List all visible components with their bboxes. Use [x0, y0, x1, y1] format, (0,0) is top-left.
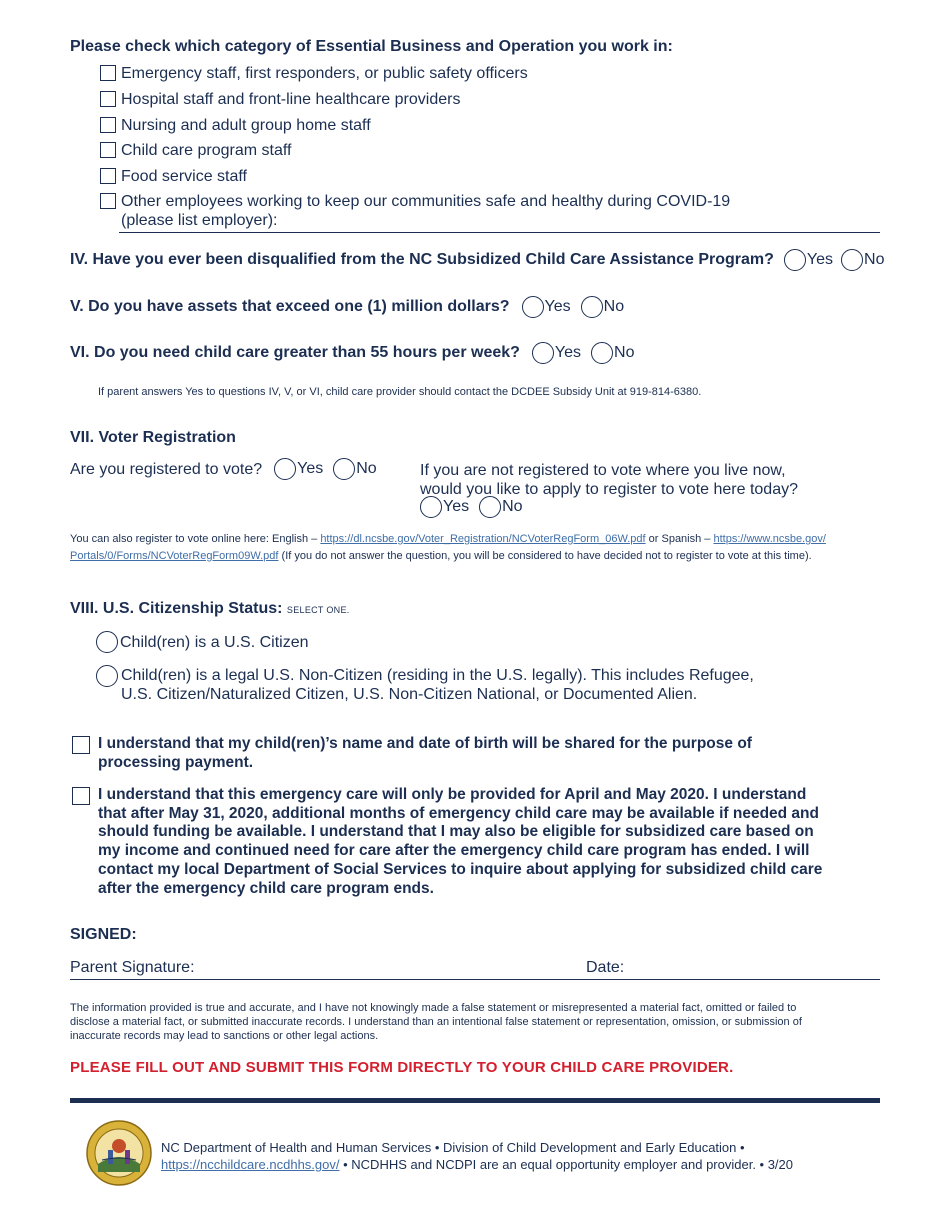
ack-emergency-care-checkbox[interactable]: [72, 787, 90, 805]
no-label: No: [502, 498, 523, 515]
yes-label: Yes: [544, 298, 571, 315]
option-label: Hospital staff and front-line healthcare providers: [121, 91, 461, 108]
ack2-line: should funding be available. I understand that I may also be eligible for subsidized care based on: [98, 823, 814, 841]
ack-name-dob-checkbox[interactable]: [72, 736, 90, 754]
subsidy-note: If parent answers Yes to questions IV, V, or VI, child care provider should contact the DCDEE Subsidy Unit at 919-814-6380.: [98, 386, 702, 398]
spanish-prefix: or Spanish –: [645, 533, 714, 545]
checkbox-hospital-staff[interactable]: [100, 91, 116, 107]
radio-circle[interactable]: [420, 496, 442, 518]
noncitizen-line1: Child(ren) is a legal U.S. Non-Citizen (residing in the U.S. legally). This includes Refugee,: [121, 667, 754, 684]
ack2-line: that after May 31, 2020, additional months of emergency child care may be available if needed and: [98, 804, 819, 822]
footer-line2-rest: • NCDHHS and NCDPI are an equal opportunity employer and provider. • 3/20: [339, 1157, 794, 1172]
radio-circle[interactable]: [591, 342, 613, 364]
attestation: [70, 1001, 885, 1044]
submit-notice: PLEASE FILL OUT AND SUBMIT THIS FORM DIRECTLY TO YOUR CHILD CARE PROVIDER.: [70, 1059, 734, 1076]
date-label: Date:: [586, 959, 625, 976]
option-label: Emergency staff, first responders, or public safety officers: [121, 65, 528, 82]
parent-signature-label: Parent Signature:: [70, 959, 195, 976]
online-suffix: (If you do not answer the question, you will be considered to have decided not to register to vote at this time).: [278, 550, 812, 562]
online-prefix: You can also register to vote online here: English –: [70, 533, 321, 545]
essential-heading: Please check which category of Essential Business and Operation you work in:: [70, 38, 673, 55]
q4-yes-option[interactable]: [784, 249, 833, 271]
apply-yes-option[interactable]: [420, 496, 469, 518]
attestation-line: The information provided is true and accurate, and I have not knowingly made a false statement or misrepresented a material fact, omitted or failed to: [70, 1002, 797, 1014]
footer-line1: NC Department of Health and Human Services • Division of Child Development and Early Education •: [161, 1140, 745, 1155]
signature-line[interactable]: [70, 979, 880, 980]
checkbox-emergency-staff[interactable]: [100, 65, 116, 81]
radio-circle[interactable]: [96, 631, 118, 653]
question-v-title: V. Do you have assets that exceed one (1) million dollars?: [70, 298, 510, 315]
ack-name-dob-text: [98, 735, 752, 772]
yes-label: Yes: [297, 460, 324, 477]
voter-no-option[interactable]: [333, 458, 376, 480]
ack-emergency-care-text: [98, 786, 822, 898]
no-label: No: [614, 344, 635, 361]
q6-no-option[interactable]: [591, 342, 634, 364]
citizenship-heading: [70, 600, 350, 618]
question-iv: [70, 249, 884, 271]
voter-apply-options: [420, 496, 523, 518]
radio-circle[interactable]: [96, 665, 118, 687]
option-label: Nursing and adult group home staff: [121, 117, 371, 134]
option-sub-label: (please list employer):: [121, 212, 278, 229]
attestation-line: disclose a material fact, or submitted inaccurate records. I understand than an intentional false statement or representation, omission, or submission of: [70, 1016, 802, 1029]
no-label: No: [864, 251, 885, 268]
radio-circle[interactable]: [274, 458, 296, 480]
radio-circle[interactable]: [333, 458, 355, 480]
no-label: No: [603, 298, 625, 315]
ack1-line: I understand that my child(ren)’s name and date of birth will be shared for the purpose of: [98, 735, 752, 752]
radio-circle[interactable]: [581, 296, 603, 318]
radio-circle[interactable]: [532, 342, 554, 364]
question-v: [70, 296, 624, 318]
radio-circle[interactable]: [784, 249, 806, 271]
yes-label: Yes: [443, 498, 470, 515]
radio-circle[interactable]: [522, 296, 544, 318]
voter-registered-question: [70, 458, 377, 480]
checkbox-other-employees[interactable]: [100, 193, 116, 209]
option-label: Other employees working to keep our communities safe and healthy during COVID-19: [121, 193, 731, 210]
footer-divider: [70, 1098, 880, 1103]
apply-no-option[interactable]: [479, 496, 522, 518]
q6-yes-option[interactable]: [532, 342, 581, 364]
question-iv-title: IV. Have you ever been disqualified from the NC Subsidized Child Care Assistance Program?: [70, 251, 774, 268]
ack2-line: after the emergency child care program ends.: [98, 879, 434, 897]
checkbox-nursing-staff[interactable]: [100, 117, 116, 133]
radio-circle[interactable]: [841, 249, 863, 271]
yes-label: Yes: [554, 344, 582, 361]
voter-question-text: Are you registered to vote?: [70, 460, 263, 478]
ncchildcare-link[interactable]: https://ncchildcare.ncdhhs.gov/: [161, 1157, 340, 1172]
no-label: No: [356, 460, 377, 477]
option-label: Food service staff: [121, 168, 247, 185]
q5-yes-option[interactable]: [522, 296, 571, 318]
signed-title: SIGNED:: [70, 926, 137, 943]
footer-text: [161, 1139, 793, 1173]
ack1-line: processing payment.: [98, 753, 254, 771]
attestation-line: inaccurate records may lead to sanctions or other legal actions.: [70, 1030, 379, 1043]
voter-apply-line1: If you are not registered to vote where you live now,: [420, 462, 786, 479]
checkbox-child-care-staff[interactable]: [100, 142, 116, 158]
spanish-form-link-b[interactable]: Portals/0/Forms/NCVoterRegForm09W.pdf: [70, 550, 279, 562]
question-vi-title: VI. Do you need child care greater than 55 hours per week?: [70, 344, 520, 361]
ack2-line: I understand that this emergency care will only be provided for April and May 2020. I understand: [98, 786, 807, 803]
ack2-line: my income and continued need for care after the emergency child care program has ended. I will: [98, 842, 810, 860]
voter-online-note: [70, 531, 885, 565]
citizenship-option-citizen[interactable]: [96, 631, 309, 653]
english-form-link[interactable]: https://dl.ncsbe.gov/Voter_Registration/NCVoterRegForm_06W.pdf: [320, 533, 646, 545]
yes-label: Yes: [806, 251, 834, 268]
nc-state-seal-icon: [86, 1120, 152, 1186]
q4-no-option[interactable]: [841, 249, 884, 271]
citizenship-hint: SELECT ONE.: [286, 605, 350, 615]
question-vi: [70, 342, 634, 364]
noncitizen-line2: U.S. Citizen/Naturalized Citizen, U.S. Non-Citizen National, or Documented Alien.: [121, 686, 698, 703]
voter-yes-option[interactable]: [274, 458, 323, 480]
employer-input-line[interactable]: [119, 232, 880, 233]
q5-no-option[interactable]: [581, 296, 624, 318]
footer-line2: [161, 1156, 793, 1173]
spanish-form-link-a[interactable]: https://www.ncsbe.gov/: [713, 533, 826, 545]
voter-apply-line2: would you like to apply to register to vote here today?: [420, 481, 798, 498]
voter-registration-title: VII. Voter Registration: [70, 429, 236, 446]
option-label: Child care program staff: [121, 142, 292, 159]
radio-circle[interactable]: [479, 496, 501, 518]
checkbox-food-service[interactable]: [100, 168, 116, 184]
ack2-line: contact my local Department of Social Services to inquire about applying for subsidized child care: [98, 860, 823, 878]
citizenship-title: VIII. U.S. Citizenship Status:: [70, 600, 283, 617]
citizen-label: Child(ren) is a U.S. Citizen: [120, 633, 309, 651]
